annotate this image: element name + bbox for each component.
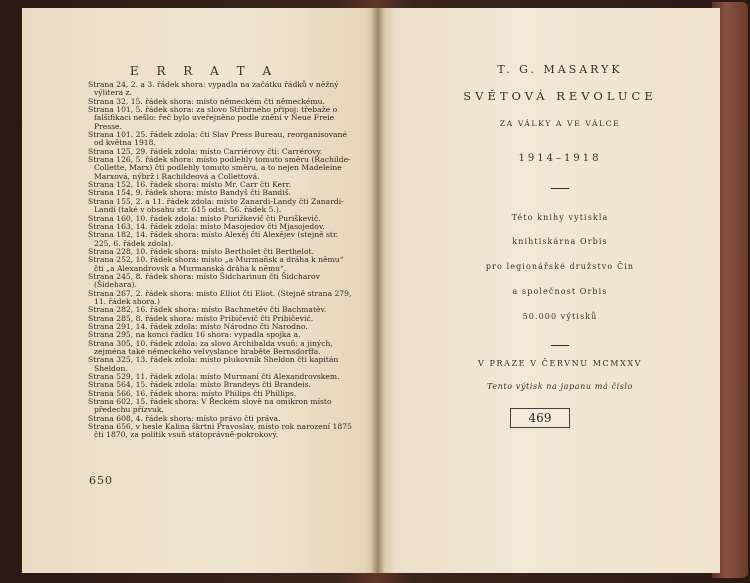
errata-entry: Strana 564, 15. řádek zdola: místo Brandeys čti Brandeis. — [88, 380, 311, 390]
errata-list — [88, 81, 353, 440]
errata-entry: Strana 163, 14. řádek zdola: místo Masojedov čti Mjasojedov. — [88, 221, 325, 231]
errata-heading: E R R A T A — [129, 64, 279, 78]
errata-entry: Strana 154, 9. řádek shora: místo Bandyš čti Bandiš. — [88, 188, 292, 198]
ornament-dash — [551, 188, 569, 189]
colophon-line: Této knihy vytiskla — [511, 213, 609, 222]
errata-entry: Strana 285, 8. řádek shora: místo Pribičevič čti Pribičević. — [88, 313, 314, 323]
colophon-line: knihtiskárna Orbis — [512, 237, 608, 246]
book-gutter — [371, 8, 385, 573]
book-years: 1914–1918 — [518, 153, 602, 164]
errata-entry: Strana 291, 14. řádek zdola: místo Národno čti Narodno. — [88, 321, 308, 331]
errata-entry: Strana 125, 29. řádek zdola: místo Carriérovy čti: Carrérovy. — [88, 146, 323, 156]
errata-entry: Strana 24, 2. a 3. řádek shora: vypadla na začátku řádků v něžný výlitera z. — [88, 80, 339, 98]
errata-entry: Strana 602, 15. řádek shora: V Řeckém slově na omikron místo předechu přízvuk. — [88, 397, 332, 415]
errata-entry: Strana 267, 2. řádek shora: místo Elliot čti Eliot. (Stejně strana 279, 11. řádek shora.) — [88, 288, 352, 306]
errata-entry: Strana 160, 10. řádek zdola: místo Purižkevič čti Puriškevič. — [88, 213, 321, 223]
errata-entry: Strana 282, 16. řádek shora: místo Bachmetěv čti Bachmatěv. — [88, 305, 327, 315]
errata-entry: Strana 126, 5. řádek shora: místo podlehly tomuto směru (Rachilde-Collette, Marx) čti podlehly tomuto směru, a to nejen Madeleine Marxová, nýbrž i Rachildeová a Collettová. — [88, 155, 351, 181]
errata-entry: Strana 101, 25. řádek zdola: čti Slav Press Bureau, reorganisované od května 1918. — [88, 130, 347, 148]
errata-entry: Strana 305, 10. řádek zdola: za slovo Archibalda vsuň: a jiných, zejména také německého velvyslance hraběte Bernsdorffa. — [88, 338, 333, 356]
errata-entry: Strana 101, 5. řádek shora: za slovo Střibrného připoj: třebaže o falšifikaci nešlo: řeč bylo uveřejněno podle znění v Neue Freie Presse. — [88, 105, 338, 131]
book-subtitle: ZA VÁLKY A VE VÁLCE — [499, 119, 621, 128]
errata-entry: Strana 608, 4. řádek shora: místo právo čti práva. — [88, 413, 281, 423]
errata-entry: Strana 325, 13. řádek zdola: místo plukovník Sheldon čti kapitán Sheldon. — [88, 355, 339, 373]
book-title: SVĚTOVÁ REVOLUCE — [463, 89, 657, 103]
colophon-line: 50.000 výtisků — [522, 312, 598, 321]
author-name: T. G. MASARYK — [497, 63, 623, 76]
place-date: V PRAZE V ČERVNU MCMXXV — [478, 359, 642, 368]
errata-entry: Strana 295, na konci řádku 16 shora: vypadla spojka a. — [88, 330, 301, 340]
errata-entry: Strana 656, v hesle Kalina škrtni Pravoslav, místo rok narození 1875 čti 1870, za politik vsuň státoprávně-pokrokový. — [88, 422, 352, 440]
errata-entry: Strana 155, 2. a 11. řádek zdola: místo Zanardi-Landy čti Zanardi-Landi (také v obsahu str. 615 odst. 56. řádek 5.). — [88, 196, 344, 215]
errata-entry: Strana 252, 10. řádek shora: místo „a Murmaňsk a dráha k němu“ čti „a Alexandrovsk a Murmanská dráha k němu“. — [88, 255, 344, 273]
copy-number-stamp: 469 — [510, 408, 570, 428]
errata-entry: Strana 245, 8. řádek shora: místo Šidcharinun čti Šidcharov (Šidehara). — [88, 271, 320, 290]
colophon-line: pro legionářské družstvo Čin — [485, 262, 635, 271]
colophon-line: a společnost Orbis — [512, 287, 608, 296]
copy-note: Tento výtisk na japanu má číslo — [487, 382, 633, 391]
ornament-dash — [551, 345, 569, 346]
errata-entry: Strana 529, 11. řádek zdola: místo Murmaní čti Alexandrovskem. — [88, 372, 340, 382]
errata-entry: Strana 182, 14. řádek shora: místo Alexěj čti Alexějev (stejně str. 225, 6. řádek zdola). — [88, 230, 339, 248]
errata-entry: Strana 152, 16. řádek shora: místo Mr. Carr čti Kerr. — [88, 180, 291, 190]
errata-entry: Strana 566, 16. řádek shora: místo Philips čti Phillips. — [88, 388, 297, 398]
page-number: 650 — [89, 474, 113, 487]
errata-entry: Strana 228, 10. řádek shora: místo Bertholet čti Berthelot. — [88, 246, 314, 256]
errata-entry: Strana 32, 15. řádek shora: místo německém čti německému. — [88, 96, 325, 106]
